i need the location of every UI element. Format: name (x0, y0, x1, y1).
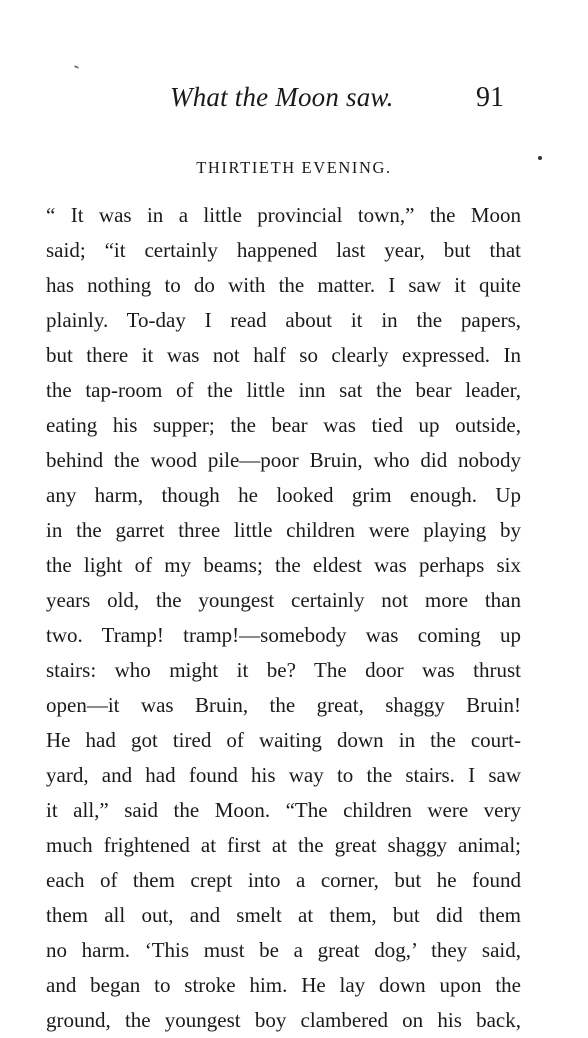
running-title: What the Moon saw. (170, 82, 394, 112)
body-text (46, 198, 521, 1038)
text-line: two. Tramp! tramp!—somebody was coming up (46, 623, 521, 647)
text-line: stairs: who might it be? The door was thrust (46, 658, 521, 682)
text-line: behind the wood pile—poor Bruin, who did nobody (46, 448, 521, 472)
text-line: in the garret three little children were playing by (46, 518, 521, 542)
text-line: the tap-room of the little inn sat the bear leader, (46, 378, 521, 402)
text-line: much frightened at first at the great shaggy animal; (46, 833, 521, 857)
page-number: 91 (476, 82, 504, 113)
text-line: “ It was in a little provincial town,” the Moon (46, 203, 521, 227)
text-line: it all,” said the Moon. “The children were very (46, 798, 521, 822)
text-line: but there it was not half so clearly expressed. In (46, 343, 521, 367)
text-line: said; “it certainly happened last year, but that (46, 238, 521, 262)
text-line: years old, the youngest certainly not more than (46, 588, 521, 612)
text-line: each of them crept into a corner, but he found (46, 868, 521, 892)
text-line: eating his supper; the bear was tied up outside, (46, 413, 521, 437)
text-line: them all out, and smelt at them, but did them (46, 903, 521, 927)
text-line: the light of my beams; the eldest was perhaps six (46, 553, 521, 577)
text-line: open—it was Bruin, the great, shaggy Bruin! (46, 693, 521, 717)
text-line: has nothing to do with the matter. I saw it quite (46, 273, 521, 297)
text-line: and began to stroke him. He lay down upon the (46, 973, 521, 997)
text-line: plainly. To-day I read about it in the papers, (46, 308, 521, 332)
text-line: He had got tired of waiting down in the court- (46, 728, 521, 752)
chapter-heading: THIRTIETH EVENING. (196, 158, 392, 177)
text-line: yard, and had found his way to the stairs. I saw (46, 763, 521, 787)
ink-speck (74, 65, 79, 69)
running-head (0, 82, 588, 122)
text-line: no harm. ‘This must be a great dog,’ they said, (46, 938, 521, 962)
text-line: any harm, though he looked grim enough. Up (46, 483, 521, 507)
text-line: ground, the youngest boy clambered on his back, (46, 1008, 521, 1032)
